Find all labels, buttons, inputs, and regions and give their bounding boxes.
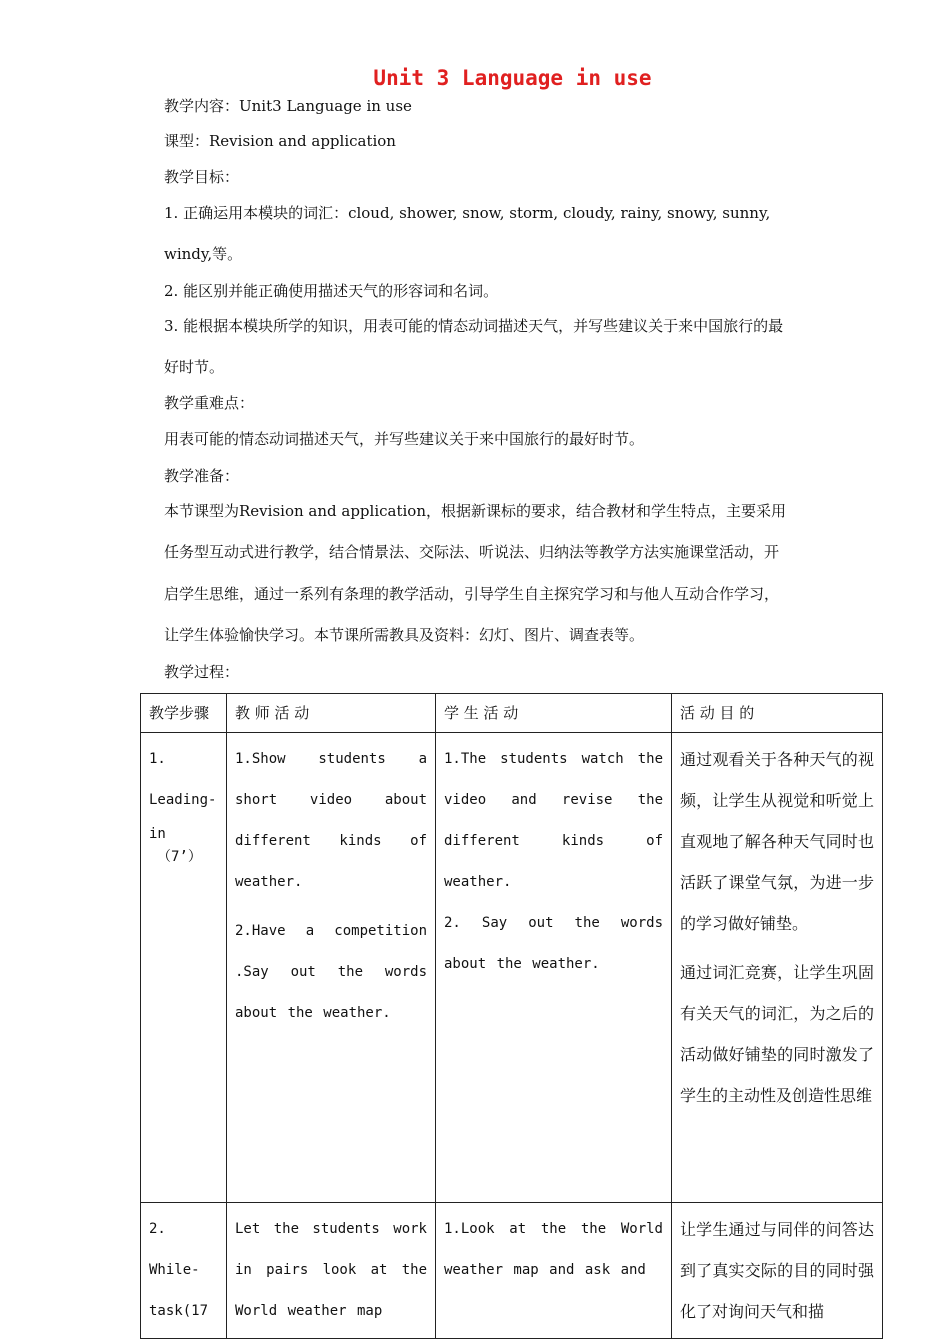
process-heading: 教学过程： <box>164 663 240 681</box>
step-name-part-2: in <box>149 826 166 842</box>
step-name-part-1: While- <box>149 1262 200 1278</box>
objective-1-line-1: 1. 正确运用本模块的词汇：cloud, shower, snow, storm, cloudy, rainy, snowy, sunny, <box>164 204 771 222</box>
table-row <box>141 1203 883 1339</box>
objective-2: 2. 能区别并能正确使用描述天气的形容词和名词。 <box>164 282 499 300</box>
objectives-heading: 教学目标： <box>164 168 240 186</box>
objective-3-line-1: 3. 能根据本模块所学的知识，用表可能的情态动词描述天气，并写些建议关于来中国旅行的最 <box>164 317 784 335</box>
purpose-1: 通过观看关于各种天气的视频，让学生从视觉和听觉上直观地了解各种天气同时也活跃了课堂气氛，为进一步的学习做好铺垫。 <box>680 750 874 933</box>
teacher-activity-1: 1.Show students a short video about different kinds of weather. <box>235 751 427 890</box>
key-points: 用表可能的情态动词描述天气，并写些建议关于来中国旅行的最好时节。 <box>164 430 645 448</box>
teacher-activity-2: 2.Have a competition .Say out the words about the weather. <box>235 923 427 1021</box>
lesson-type: 课型：Revision and application <box>164 132 396 150</box>
preparation-line-4: 让学生体验愉快学习。本节课所需教具及资料：幻灯、图片、调查表等。 <box>164 626 645 644</box>
student-activity-1: 1.The students watch the video and revise the different kinds of weather. <box>444 751 663 890</box>
preparation-line-3: 启学生思维，通过一系列有条理的教学活动，引导学生自主探究学习和与他人互动合作学习， <box>164 585 780 603</box>
step-name-part-2: task(17 <box>149 1303 209 1319</box>
purpose-cell <box>672 733 883 1203</box>
document-title: Unit 3 Language in use <box>373 66 652 90</box>
step-cell <box>141 1203 227 1339</box>
header-step: 教学步骤 <box>141 694 227 733</box>
purpose-2: 通过词汇竞赛，让学生巩固有关天气的词汇，为之后的活动做好铺垫的同时激发了学生的主动性及创造性思维 <box>680 963 874 1105</box>
objective-1-line-2: windy,等。 <box>164 245 243 263</box>
teaching-content: 教学内容：Unit3 Language in use <box>164 97 412 115</box>
step-name-part-1: Leading- <box>149 792 217 808</box>
objective-3-line-2: 好时节。 <box>164 358 225 376</box>
purpose-1: 让学生通过与同伴的问答达到了真实交际的目的同时强化了对询问天气和描 <box>680 1220 874 1321</box>
teacher-activity-cell <box>227 1203 436 1339</box>
teacher-activity-cell <box>227 733 436 1203</box>
header-purpose: 活 动 目 的 <box>672 694 883 733</box>
preparation-line-1: 本节课型为Revision and application，根据新课标的要求，结合教材和学生特点，主要采用 <box>164 502 786 520</box>
header-teacher-activity: 教 师 活 动 <box>227 694 436 733</box>
teacher-activity-1: Let the students work in pairs look at the World weather map <box>235 1221 427 1319</box>
student-activity-1: 1.Look at the the World weather map and ask and <box>444 1221 663 1278</box>
student-activity-cell <box>436 733 672 1203</box>
purpose-cell <box>672 1203 883 1339</box>
header-student-activity: 学 生 活 动 <box>436 694 672 733</box>
step-number: 1. <box>149 751 166 767</box>
student-activity-cell <box>436 1203 672 1339</box>
preparation-heading: 教学准备： <box>164 467 240 485</box>
step-cell <box>141 733 227 1203</box>
step-duration: （7’） <box>157 849 202 865</box>
table-row <box>141 733 883 1203</box>
student-activity-2: 2. Say out the words about the weather. <box>444 915 663 972</box>
teaching-process-table <box>140 693 883 1339</box>
preparation-line-2: 任务型互动式进行教学，结合情景法、交际法、听说法、归纳法等教学方法实施课堂活动，开 <box>164 543 780 561</box>
table-header-row <box>141 694 883 733</box>
step-number: 2. <box>149 1221 166 1237</box>
key-points-heading: 教学重难点： <box>164 394 255 412</box>
